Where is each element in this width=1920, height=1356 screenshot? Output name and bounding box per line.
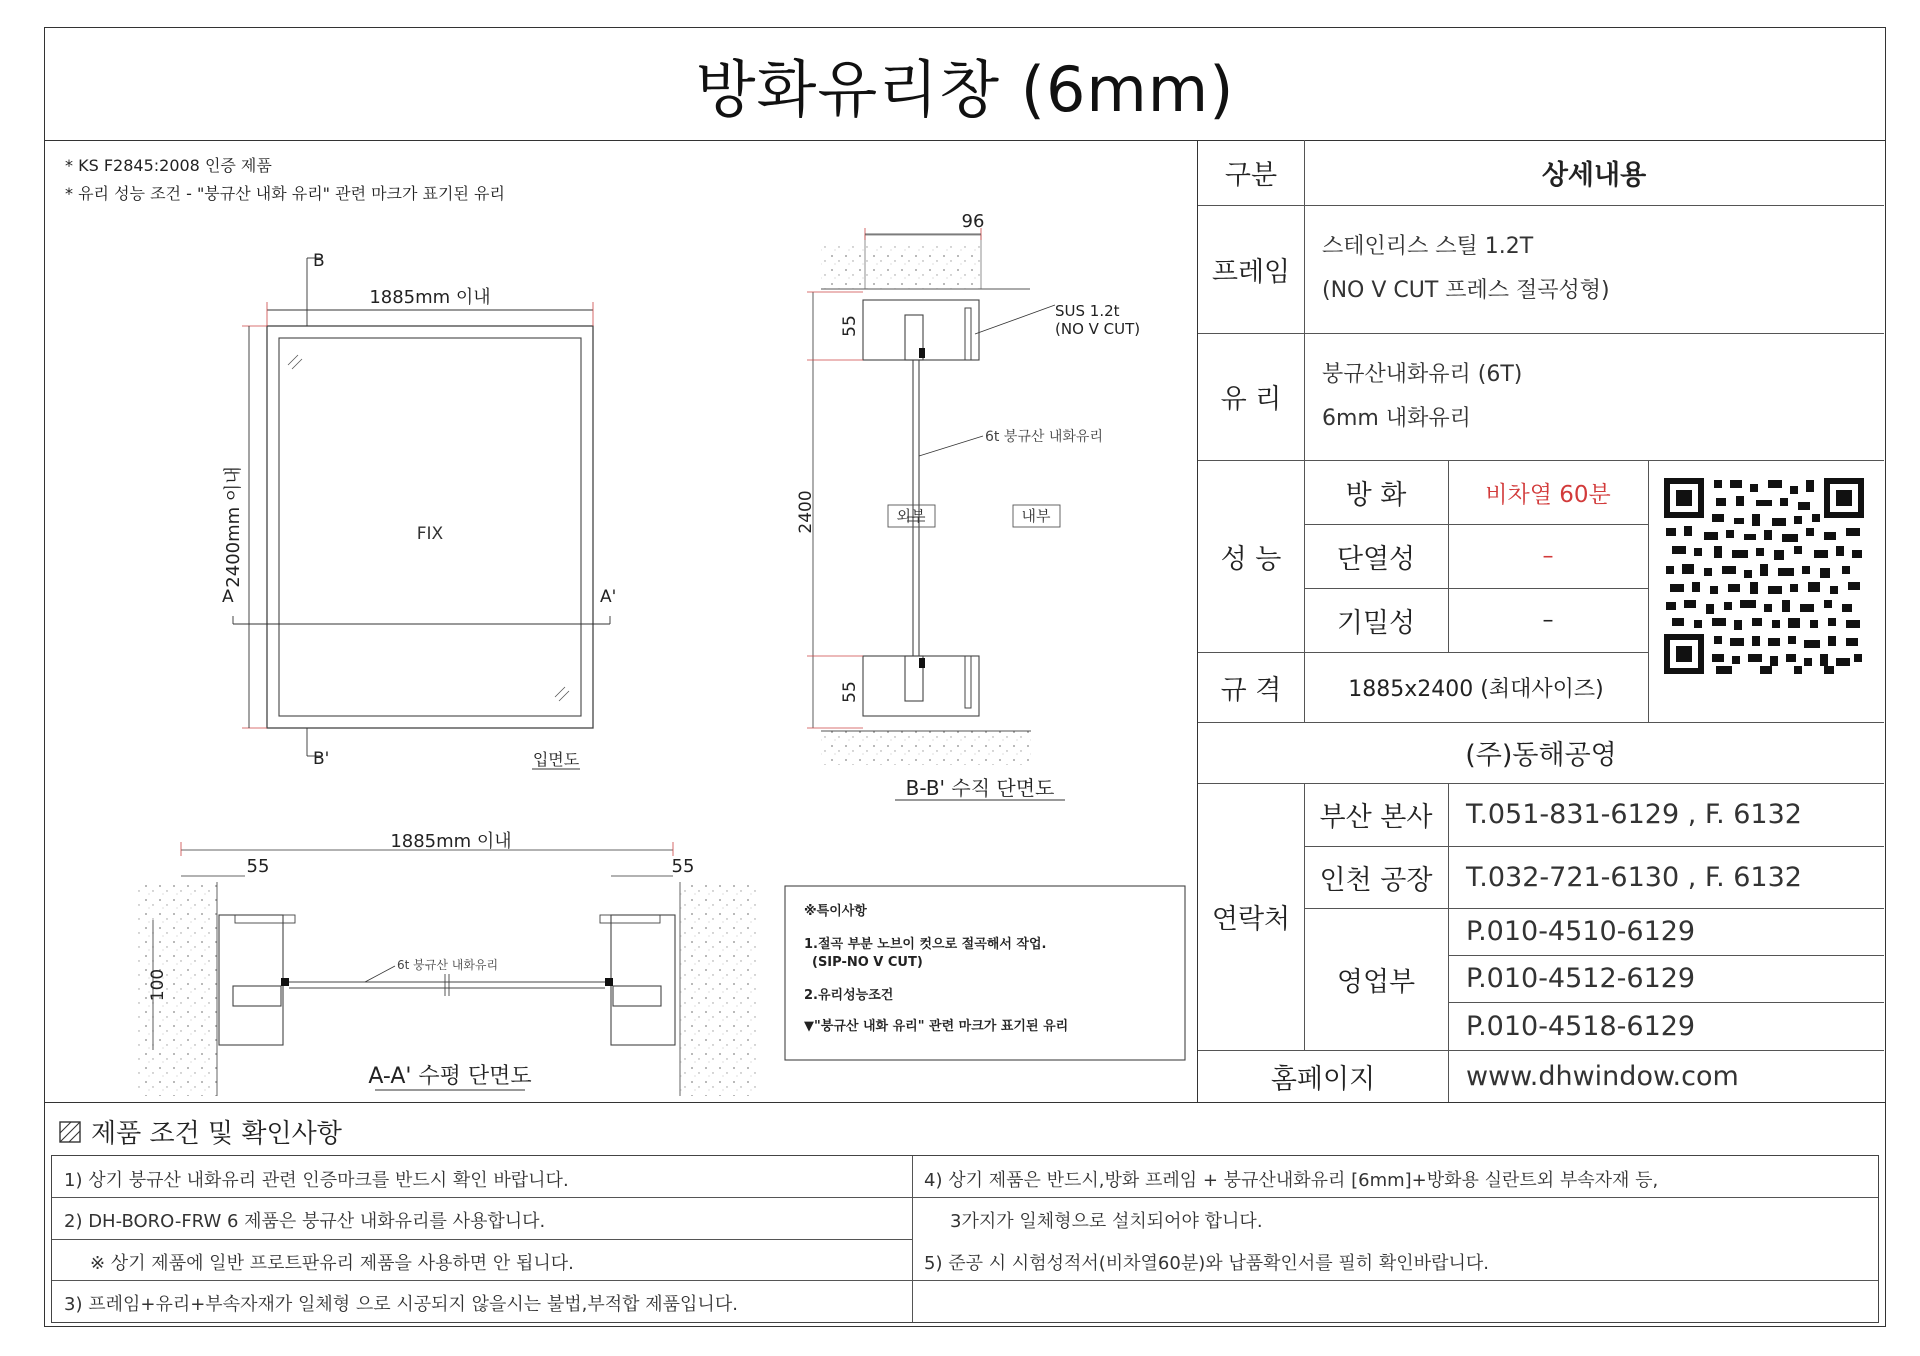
size-label: 규 격 (1220, 674, 1282, 706)
spec-header-value: 상세내용 (1541, 160, 1647, 191)
condition-5: 5) 준공 시 시험성적서(비차열60분)와 납품확인서를 필히 확인바랍니다. (924, 1253, 1489, 1274)
performance-label: 성 능 (1220, 543, 1282, 575)
vsection-dim-55-bottom: 55 (840, 681, 860, 703)
size-value: 1885x2400 (최대사이즈) (1348, 676, 1604, 702)
drawing-area (45, 140, 1197, 1102)
special-notes-item1-line2: (SIP-NO V CUT) (812, 955, 923, 970)
incheon-factory-label: 인천 공장 (1319, 864, 1433, 896)
elevation-mark-b-prime: B' (313, 749, 330, 769)
special-notes-item1-line1: 1.절곡 부분 노브이 컷으로 절곡해서 작업. (804, 937, 1047, 952)
airtight-value: – (1542, 607, 1554, 633)
vsection-dim-2400: 2400 (796, 490, 816, 534)
glass-value-1: 붕규산내화유리 (6T) (1322, 361, 1523, 387)
company-name: (주)동해공영 (1465, 740, 1617, 771)
condition-2: 2) DH-BORO-FRW 6 제품은 붕규산 내화유리를 사용합니다. (64, 1211, 546, 1232)
elevation-fix-label: FIX (416, 524, 444, 544)
condition-1: 1) 상기 붕규산 내화유리 관련 인증마크를 반드시 확인 바랍니다. (64, 1170, 569, 1191)
homepage-label: 홈페이지 (1270, 1063, 1376, 1095)
vsection-glass-callout: 6t 붕규산 내화유리 (985, 429, 1103, 445)
elevation-caption: 입면도 (532, 750, 580, 769)
spec-header-label: 구분 (1224, 160, 1278, 191)
sales-dept-label: 영업부 (1336, 966, 1416, 998)
conditions-table (51, 1155, 1879, 1323)
vsection-frame-callout-2: (NO V CUT) (1055, 320, 1141, 338)
conditions-title: 제품 조건 및 확인사항 (91, 1119, 342, 1149)
hsection-depth-dim: 100 (148, 968, 168, 1002)
condition-4-cont: 3가지가 일체형으로 설치되어야 합니다. (950, 1211, 1263, 1232)
product-conditions (45, 1102, 1885, 1328)
condition-2-note: ※ 상기 제품에 일반 프로트판유리 제품을 사용하면 안 됩니다. (90, 1253, 574, 1274)
glass-label: 유 리 (1220, 384, 1282, 415)
hsection-left-dim: 55 (246, 856, 270, 877)
insulation-label: 단열성 (1336, 543, 1416, 575)
sales-phone-1: P.010-4510-6129 (1466, 916, 1696, 947)
vsection-caption: B-B' 수직 단면도 (905, 776, 1055, 800)
hsection-glass-callout: 6t 붕규산 내화유리 (397, 958, 499, 972)
hsection-caption: A-A' 수평 단면도 (368, 1064, 532, 1089)
hatch-square-icon (59, 1121, 81, 1143)
drawing-sheet (44, 27, 1886, 1327)
vsection-outside-label: 외부 (896, 507, 926, 525)
insulation-value: – (1542, 543, 1554, 569)
busan-hq-label: 부산 본사 (1319, 802, 1433, 833)
elevation-mark-a: A (222, 587, 234, 607)
vsection-frame-callout-1: SUS 1.2t (1055, 302, 1120, 320)
contact-label: 연락처 (1211, 904, 1291, 935)
condition-4: 4) 상기 제품은 반드시,방화 프레임 + 붕규산내화유리 [6mm]+방화용 실란트외 부속자재 등, (924, 1170, 1659, 1191)
hsection-right-dim: 55 (671, 856, 695, 877)
glass-value-2: 6mm 내화유리 (1322, 405, 1471, 431)
sales-phone-3: P.010-4518-6129 (1466, 1010, 1696, 1042)
sales-phone-2: P.010-4512-6129 (1466, 963, 1696, 994)
technical-drawing (45, 140, 1197, 1102)
elevation-width-dim: 1885mm 이내 (369, 287, 491, 308)
special-notes-item2: 2.유리성능조건 (804, 988, 894, 1003)
note-glass-condition: * 유리 성능 조건 - "붕규산 내화 유리" 관련 마크가 표기된 유리 (65, 184, 505, 203)
homepage-link[interactable]: www.dhwindow.com (1466, 1060, 1739, 1092)
vsection-top-dim: 96 (961, 211, 985, 232)
elevation-height-dim: 2400mm 이내 (223, 466, 244, 588)
spec-table (1197, 140, 1885, 1102)
elevation-mark-a-prime: A' (600, 587, 617, 607)
frame-value-1: 스테인리스 스틸 1.2T (1322, 233, 1534, 259)
airtight-label: 기밀성 (1336, 607, 1416, 639)
special-notes-heading: ※특이사항 (804, 904, 867, 919)
elevation-mark-b: B (313, 251, 325, 271)
special-notes-item3: ▼"붕규산 내화 유리" 관련 마크가 표기된 유리 (804, 1019, 1069, 1034)
hsection-width-dim: 1885mm 이내 (390, 831, 512, 852)
note-certification: * KS F2845:2008 인증 제품 (65, 156, 272, 175)
vsection-dim-55-top: 55 (840, 315, 860, 337)
busan-hq-value: T.051-831-6129 , F. 6132 (1466, 799, 1802, 830)
frame-value-2: (NO V CUT 프레스 절곡성형) (1322, 277, 1610, 303)
page-title: 방화유리창 (6mm) (45, 28, 1885, 141)
elevation-view (233, 258, 610, 769)
conditions-heading (59, 1113, 342, 1150)
vsection-inside-label: 내부 (1021, 507, 1051, 525)
incheon-factory-value: T.032-721-6130 , F. 6132 (1466, 861, 1802, 893)
qr-code-image (1664, 478, 1864, 674)
fire-label: 방 화 (1345, 479, 1407, 511)
fire-value: 비차열 60분 (1485, 481, 1611, 508)
frame-label: 프레임 (1211, 256, 1291, 288)
condition-3: 3) 프레임+유리+부속자재가 일체형 으로 시공되지 않을시는 불법,부적합 제품입니다. (64, 1294, 738, 1315)
